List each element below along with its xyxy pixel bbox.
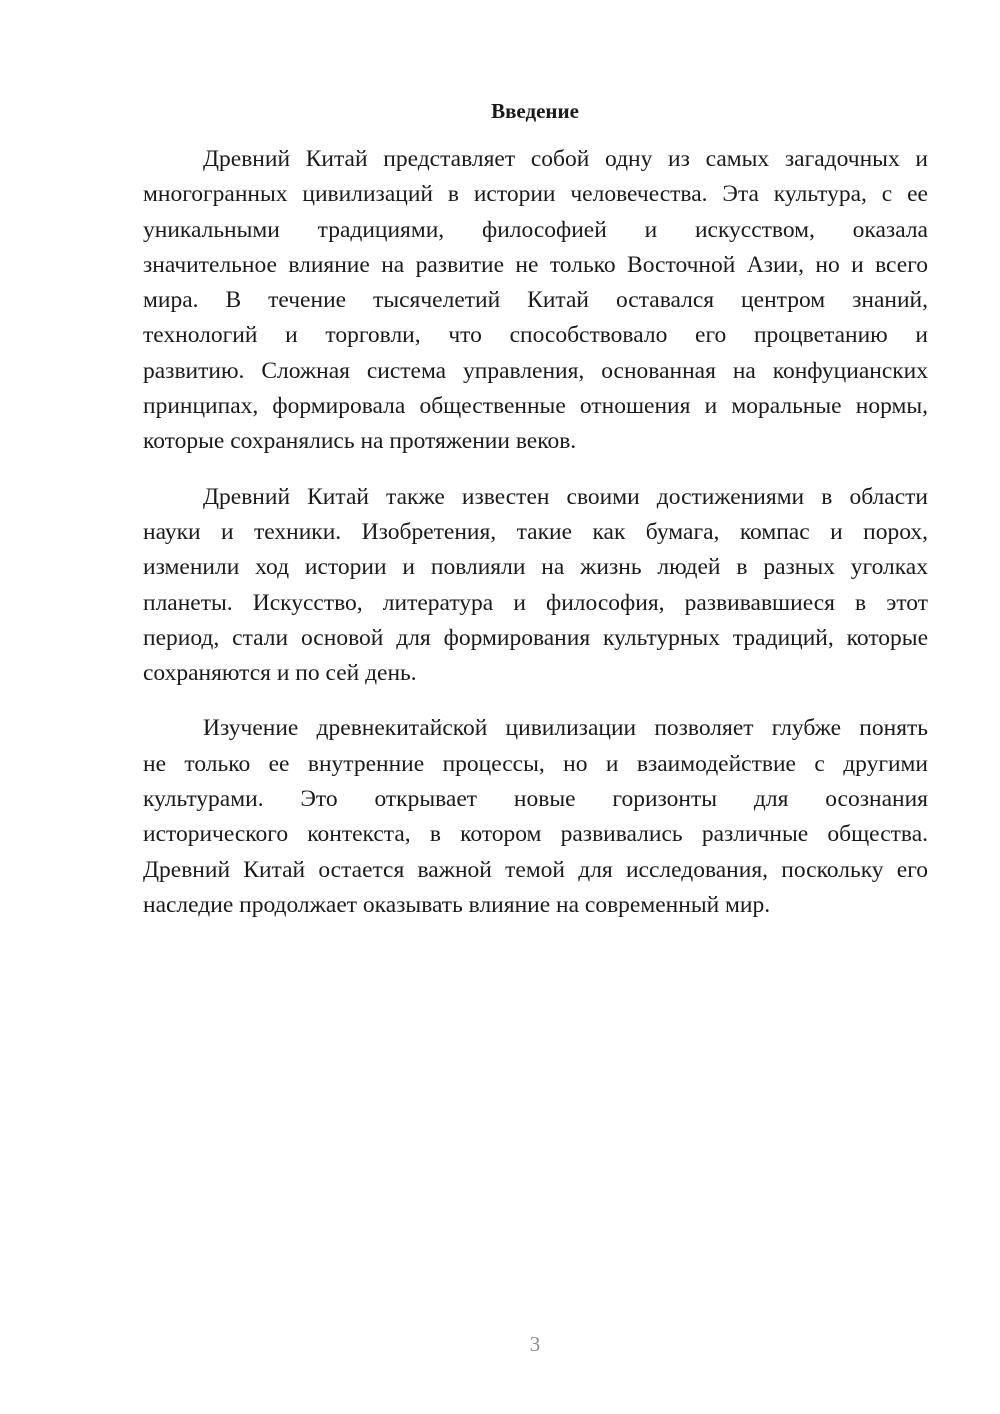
text-line: Древний Китай остается важной темой для исследования, поскольку его <box>143 856 928 883</box>
text-line: планеты. Искусство, литература и философия, развивавшиеся в этот <box>143 589 928 616</box>
text-line: которые сохранялись на протяжении веков. <box>143 428 577 455</box>
text-line: культурами. Это открывает новые горизонты для осознания <box>143 786 928 813</box>
text-line: изменили ход истории и повлияли на жизнь людей в разных уголках <box>143 554 928 581</box>
text-line: мира. В течение тысячелетий Китай оставался центром знаний, <box>143 287 928 314</box>
text-line: сохраняются и по сей день. <box>143 660 417 687</box>
paragraph <box>143 142 928 460</box>
text-line: период, стали основой для формирования культурных традиций, которые <box>143 624 928 651</box>
text-line: значительное влияние на развитие не только Восточной Азии, но и всего <box>143 251 928 278</box>
text-line: Древний Китай также известен своими достижениями в области <box>203 483 928 510</box>
text-line: наследие продолжает оказывать влияние на современный мир. <box>143 891 771 918</box>
text-line: принципах, формировала общественные отношения и моральные нормы, <box>143 393 928 420</box>
text-line: исторического контекста, в котором развивались различные общества. <box>143 821 928 848</box>
paragraph <box>143 711 928 923</box>
text-line: технологий и торговли, что способствовало его процветанию и <box>143 322 928 349</box>
text-line: развитию. Сложная система управления, основанная на конфуцианских <box>143 357 928 384</box>
text-line: Древний Китай представляет собой одну из самых загадочных и <box>203 146 928 172</box>
page-number: 3 <box>529 1332 541 1356</box>
paragraph <box>143 480 928 692</box>
text-line: науки и техники. Изобретения, такие как бумага, компас и порох, <box>143 518 928 545</box>
text-line: уникальными традициями, философией и искусством, оказала <box>143 216 928 243</box>
section-title: Введение <box>491 99 579 123</box>
text-line: не только ее внутренние процессы, но и взаимодействие с другими <box>143 750 928 777</box>
text-line: Изучение древнекитайской цивилизации позволяет глубже понять <box>203 715 928 742</box>
text-line: многогранных цивилизаций в истории человечества. Эта культура, с ее <box>143 181 928 208</box>
document-body <box>143 142 928 943</box>
